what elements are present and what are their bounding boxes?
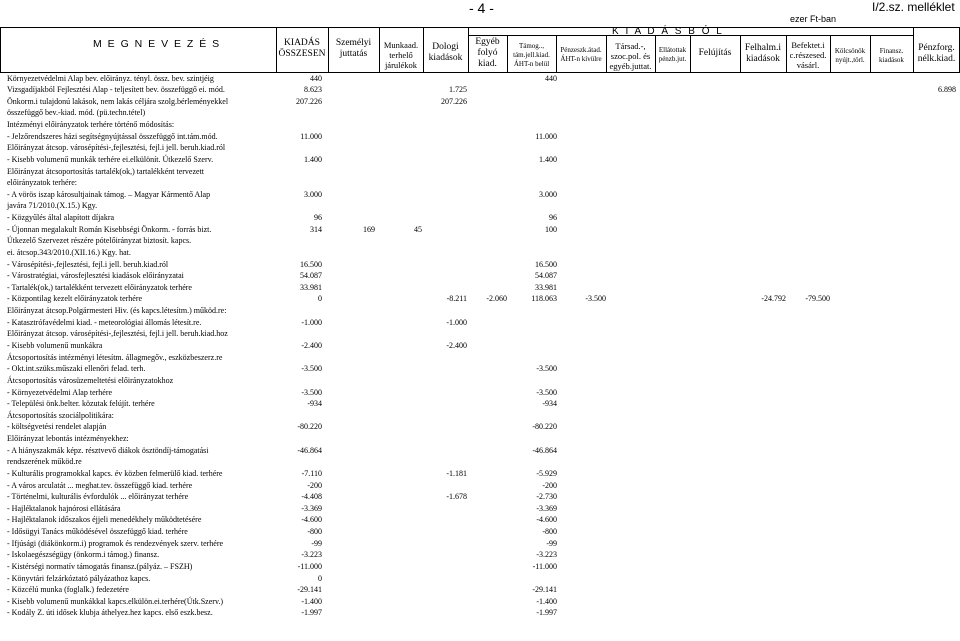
row-value: -2.400 [301,340,322,350]
row-value: -11.000 [297,561,322,571]
col-header-felujitas: Felújítás [698,48,732,58]
row-value: -1.400 [301,596,322,606]
row-value: 1.725 [449,85,467,95]
row-label: rendszerének működ.re [7,457,82,467]
row-label: Előirányzat átcsop. városépítési-,fejlesztési, fejl.i jell. beruh.kiad.ról [7,143,226,153]
table-row [0,131,960,143]
row-label: - Idősügyi Tanács működésével összefüggő kiad. terhére [7,527,188,537]
row-value: 1.400 [539,154,557,164]
row-value: 440 [310,73,322,83]
table-row [0,456,960,468]
row-value: -46.864 [297,445,322,455]
row-value: 54.087 [535,271,557,281]
table-row [0,212,960,224]
table-row [0,387,960,399]
row-label: összefüggő bev.-kiad. mód. (pü.techn.tétel) [7,108,146,118]
row-label: Átcsoportosítás szociálpolitikára: [7,410,114,420]
row-value: 6.898 [938,85,956,95]
row-label: Előirányzat átcsoportosítás tartalék(ok,) tartalékként tervezett [7,166,205,176]
row-value: -2.730 [536,492,557,502]
row-label: javára 71/2010.(X.15.) Kgy. [7,201,98,211]
table-row [0,526,960,538]
row-label: - Várostratégiai, városfejlesztési kiadások előirányzatai [7,271,184,281]
table-row [0,247,960,259]
table-row [0,503,960,515]
col-header-kiadas-osszesen: KIADÁS ÖSSZESEN [278,38,326,59]
row-value: -1.400 [536,596,557,606]
row-label: Átcsoportosítás városüzemeltetési előirányzatokhoz [7,375,174,385]
row-value: 0 [318,573,322,583]
table-row [0,166,960,178]
table-row [0,584,960,596]
table-row [0,375,960,387]
table-row [0,514,960,526]
table-row [0,573,960,585]
row-value: -2.060 [486,294,507,304]
row-label: Intézményi előirányzatok terhére történő módosítás: [7,120,175,130]
row-value: -3.500 [301,364,322,374]
row-label: - Újonnan megalakult Román Kisebbségi Önkorm. - forrás bizt. [7,224,212,234]
row-value: -1.181 [446,468,467,478]
row-value: -3.223 [536,550,557,560]
row-value: 96 [549,213,557,223]
row-label: ei. átcsop.343/2010.(XII.16.) Kgy. hat. [7,247,131,257]
row-label: - Hajléktalanok hajnórosi ellátására [7,503,121,513]
row-label: Vizsgadíjakból Fejlesztési Alap - teljesített bev. összefüggő ei. mód. [7,85,225,95]
row-value: -11.000 [532,561,557,571]
row-label: - Történelmi, kulturális évfordulók ... előirányzat terhére [7,492,189,502]
col-header-kolcsonok: Kölcsönök nyújt.,törl. [834,47,866,64]
row-value: -1.678 [446,492,467,502]
row-label: Előirányzat lebontás intézményekhez: [7,434,129,444]
row-label: Előirányzat átcsop.Polgármesteri Hiv. (és kapcs.létesítm.) működ.re: [7,306,227,316]
table-row [0,107,960,119]
row-value: -5.929 [536,468,557,478]
col-header-egyeb-folyo-kiad: Egyéb folyó kiad. [475,37,500,69]
row-value: 54.087 [300,271,322,281]
row-value: 169 [363,224,375,234]
row-value: -934 [307,399,322,409]
col-header-finansz-kiadasok: Finansz. kiadások [879,47,904,64]
table-row [0,549,960,561]
row-label: - Közcélú munka (foglalk.) fedezetére [7,585,129,595]
table-row [0,200,960,212]
row-label: - Környezetvédelmi Alap terhére [7,387,113,397]
row-value: -1.000 [301,317,322,327]
table-row [0,607,960,619]
table-row [0,177,960,189]
table-row [0,142,960,154]
table-row [0,154,960,166]
table-row [0,119,960,131]
column-title-megnevezes: M E G N E V E Z É S [93,38,221,50]
row-value: -200 [307,480,322,490]
row-label: - költségvetési rendelet alapján [7,422,107,432]
row-value: 96 [314,213,322,223]
row-value: -99 [311,538,322,548]
row-value: -29.141 [297,585,322,595]
row-label: Önkorm.i tulajdonú lakások, nem lakás céljára szolg.bérleményekkel [7,96,229,106]
row-label: előirányzatok terhére: [7,178,77,188]
col-header-szemelyi-juttatas: Személyi juttatás [335,38,372,59]
row-value: 11.000 [300,131,322,141]
row-value: -46.864 [532,445,557,455]
row-value: -8.211 [446,294,467,304]
row-label: - Kisebb volumenű munkákkal kapcs.elkülön.ei.terhére(Útk.Szerv.) [7,596,224,606]
table-row [0,305,960,317]
row-value: 3.000 [304,189,322,199]
row-label: - A vörös iszap károsultjainak támog. – Magyar Kármentő Alap [7,189,211,199]
row-value: 0 [318,294,322,304]
row-label: - Kisebb volumenű munkák terhére ei.elkülönít. Útkezelő Szerv. [7,154,214,164]
row-label: - Iskolaegészségügy (önkorm.i támog.) finansz. [7,550,160,560]
page-number: - 4 - [469,0,494,16]
row-value: -200 [542,480,557,490]
col-header-befektetesi: Befektet.i c.részesed. vásárl. [789,40,827,70]
row-value: 1.400 [304,154,322,164]
table-row [0,398,960,410]
row-value: -3.369 [301,503,322,513]
col-header-penzeszk-atad: Pénzeszk.átad. ÁHT-n kívülre [560,46,602,63]
row-value: -3.500 [536,364,557,374]
row-label: - Katasztrófavédelmi kiad. - meteorológiai állomás létesít.re. [7,317,202,327]
row-value: -24.792 [761,294,786,304]
table-row [0,270,960,282]
row-label: Környezetvédelmi Alap bev. előirányz. tényl. össz. bev. szintjéig [7,73,214,83]
table-row [0,282,960,294]
row-value: 33.981 [300,282,322,292]
row-label: - Kulturális programokkal kapcs. év közben felmerülő kiad. terhére [7,468,223,478]
row-value: 100 [545,224,557,234]
row-label: - A hiányszakmák képz. résztvevő diákok ösztöndíj-támogatási [7,445,209,455]
row-value: -1.997 [536,608,557,618]
row-label: - Kisebb volumenű munkákra [7,340,103,350]
table-row [0,235,960,247]
row-value: -3.500 [301,387,322,397]
row-value: -80.220 [532,422,557,432]
table-row [0,224,960,236]
row-label: - A város arculatát ... meghat.tev. összefüggő kiad. terhére [7,480,193,490]
col-header-penzforg-nelk: Pénzforg. nélk.kiad. [917,43,956,64]
kiadasbol-group-label: K I A D Á S B Ó L [612,26,724,37]
row-value: -3.500 [585,294,606,304]
table-row [0,433,960,445]
table-row [0,84,960,96]
row-value: 8.623 [304,85,322,95]
row-label: - Városépítési-,fejlesztési, fejl.i jell. beruh.kiad.ról [7,259,169,269]
row-value: 118.063 [531,294,557,304]
row-value: -1.997 [301,608,322,618]
table-row [0,73,960,85]
row-value: -934 [542,399,557,409]
table-row [0,259,960,271]
table-row [0,421,960,433]
row-value: 16.500 [300,259,322,269]
table-row [0,538,960,550]
col-header-tarsad-szocpol: Társad.-, szoc.pol. és egyéb.juttat. [609,41,652,71]
row-value: 45 [414,224,422,234]
table-row [0,410,960,422]
row-value: -80.220 [297,422,322,432]
row-value: 207.226 [296,96,322,106]
row-label: Útkezelő Szervezet részére pótelőirányzat biztosít. kapcs. [7,236,192,246]
col-header-felhalm-kiadasok: Felhalm.i kiadások [744,43,782,64]
table-row [0,317,960,329]
row-value: 314 [310,224,322,234]
row-value: -3.369 [536,503,557,513]
row-value: 33.981 [535,282,557,292]
row-value: -4.600 [301,515,322,525]
row-label: - Tartalék(ok,) tartalékként tervezett előirányzatok terhére [7,282,192,292]
row-value: -7.110 [301,468,322,478]
col-header-munkaad-jarulekok: Munkaad. terhelő járulékok [383,40,419,70]
row-value: 3.000 [539,189,557,199]
table-row [0,363,960,375]
row-value: -99 [546,538,557,548]
row-value: -800 [542,527,557,537]
col-header-ellatottak: Ellátottak pénzb.jut. [658,46,687,63]
table-row [0,596,960,608]
row-value: 16.500 [535,259,557,269]
row-value: 207.226 [441,96,467,106]
table-row [0,352,960,364]
table-row [0,328,960,340]
table-row [0,480,960,492]
row-label: - Települési önk.belter. közutak felújít. terhére [7,399,155,409]
row-label: - Ifjúsági (diákönkorm.i) programok és rendezvények szerv. terhére [7,538,224,548]
row-label: - Központilag kezelt előirányzatok terhére [7,294,143,304]
table-row [0,189,960,201]
row-value: 440 [545,73,557,83]
row-value: -79.500 [805,294,830,304]
row-label: - Jelzőrendszeres házi segítségnyújtással összefüggő int.tám.mód. [7,131,218,141]
row-value: -3.500 [536,387,557,397]
table-row [0,445,960,457]
attachment-label: I/2.sz. melléklet [872,0,955,14]
table-row [0,491,960,503]
row-value: -2.400 [446,340,467,350]
table-row [0,468,960,480]
row-value: -29.141 [532,585,557,595]
table-row [0,561,960,573]
row-value: -800 [307,527,322,537]
row-label: - Hajléktalanok időszakos éjjeli menedékhely működtetésére [7,515,202,525]
row-label: - Könyvtári felzárkóztató pályázathoz kapcs. [7,573,151,583]
col-header-dologi-kiadasok: Dologi kiadások [428,42,463,63]
row-label: - Kodály Z. úti idősek klubja áthelyez.hez kapcs. első eszk.besz. [7,608,213,618]
row-value: -3.223 [301,550,322,560]
unit-note: ezer Ft-ban [790,14,837,24]
row-label: - Okt.int.szüks.műszaki ellenőri felad. terh. [7,364,146,374]
row-label: - Kistérségi normatív támogatás finansz.(pályáz. – FSZH) [7,561,193,571]
row-value: 11.000 [535,131,557,141]
table-row [0,96,960,108]
row-label: Előirányzat átcsop. városépítési-,fejlesztési, fejl.i jell. beruh.kiad.hoz [7,329,228,339]
row-value: -4.600 [536,515,557,525]
col-header-tamogatas-aht-belul: Támog.., tám.jell.kiad. ÁHT-n belül [513,42,550,68]
row-label: Átcsoportosítás intézményi létesítm. állagmegőv., eszközbeszerz.re [7,352,223,362]
table-row [0,340,960,352]
row-label: - Közgyűlés által alapított díjakra [7,213,115,223]
row-value: -4.408 [301,492,322,502]
table-row [0,293,960,305]
row-value: -1.000 [446,317,467,327]
